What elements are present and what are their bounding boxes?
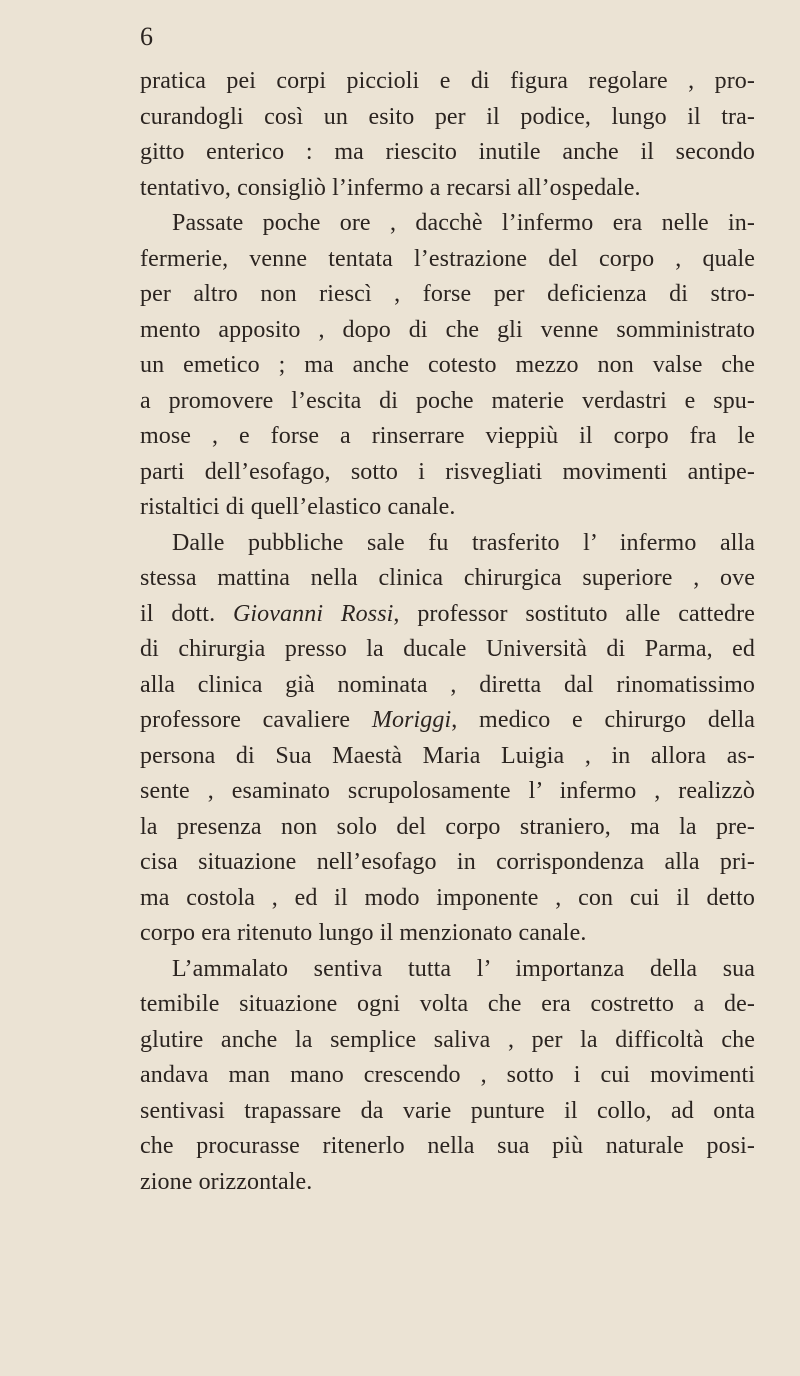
text-line: glutire anche la semplice saliva , per la difficoltà che bbox=[140, 1026, 755, 1053]
text-line: parti dell’esofago, sotto i risvegliati movimenti antipe- bbox=[140, 458, 755, 485]
text-line: un emetico ; ma anche cotesto mezzo non valse che bbox=[140, 352, 755, 378]
text-line: fermerie, venne tentata l’estrazione del corpo , quale bbox=[140, 245, 755, 272]
text-line: per altro non riescì , forse per deficienza di stro- bbox=[140, 281, 755, 307]
text-line: Dalle pubbliche sale fu trasferito l’ infermo alla bbox=[172, 529, 755, 556]
text-line: pratica pei corpi piccioli e di figura regolare , pro- bbox=[140, 68, 755, 94]
text-line: professore cavaliere Moriggi, medico e chirurgo della bbox=[140, 707, 755, 733]
text-line: a promovere l’escita di poche materie verdastri e spu- bbox=[140, 387, 755, 414]
text-line: sentivasi trapassare da varie punture il collo, ad onta bbox=[140, 1097, 755, 1124]
text-line: persona di Sua Maestà Maria Luigia , in allora as- bbox=[140, 742, 755, 769]
text-line: L’ammalato sentiva tutta l’ importanza della sua bbox=[172, 955, 755, 982]
page-number: 6 bbox=[140, 22, 153, 51]
text-line: Passate poche ore , dacchè l’infermo era nelle in- bbox=[172, 210, 755, 236]
text-line: ristaltici di quell’elastico canale. bbox=[140, 494, 456, 520]
text-line: gitto enterico : ma riescito inutile anche il secondo bbox=[140, 139, 755, 165]
text-line: tentativo, consigliò l’infermo a recarsi all’ospedale. bbox=[140, 174, 641, 201]
text-line: cisa situazione nell’esofago in corrispondenza alla pri- bbox=[140, 849, 755, 875]
text-line: alla clinica già nominata , diretta dal rinomatissimo bbox=[140, 671, 755, 698]
text-line: la presenza non solo del corpo straniero, ma la pre- bbox=[140, 813, 755, 840]
text-line: mento apposito , dopo di che gli venne somministrato bbox=[140, 316, 755, 343]
text-line: zione orizzontale. bbox=[140, 1168, 313, 1195]
body-text bbox=[140, 64, 755, 1200]
text-line: temibile situazione ogni volta che era costretto a de- bbox=[140, 991, 755, 1017]
italic-name: Moriggi bbox=[371, 707, 452, 733]
text-line: il dott. Giovanni Rossi, professor sostituto alle cattedre bbox=[140, 600, 755, 627]
text-line: andava man mano crescendo , sotto i cui movimenti bbox=[140, 1062, 755, 1088]
text-line: mose , e forse a rinserrare vieppiù il corpo fra le bbox=[140, 423, 755, 449]
text-line: ma costola , ed il modo imponente , con cui il detto bbox=[140, 884, 755, 911]
text-line: che procurasse ritenerlo nella sua più naturale posi- bbox=[140, 1133, 755, 1159]
text-line: corpo era ritenuto lungo il menzionato canale. bbox=[140, 920, 587, 946]
text-line: curandogli così un esito per il podice, lungo il tra- bbox=[140, 103, 755, 130]
text-line: di chirurgia presso la ducale Università di Parma, ed bbox=[140, 636, 755, 662]
italic-name: Giovanni Rossi bbox=[232, 600, 394, 627]
text-line: sente , esaminato scrupolosamente l’ infermo , realizzò bbox=[140, 778, 755, 804]
text-line: stessa mattina nella clinica chirurgica superiore , ove bbox=[140, 565, 755, 591]
